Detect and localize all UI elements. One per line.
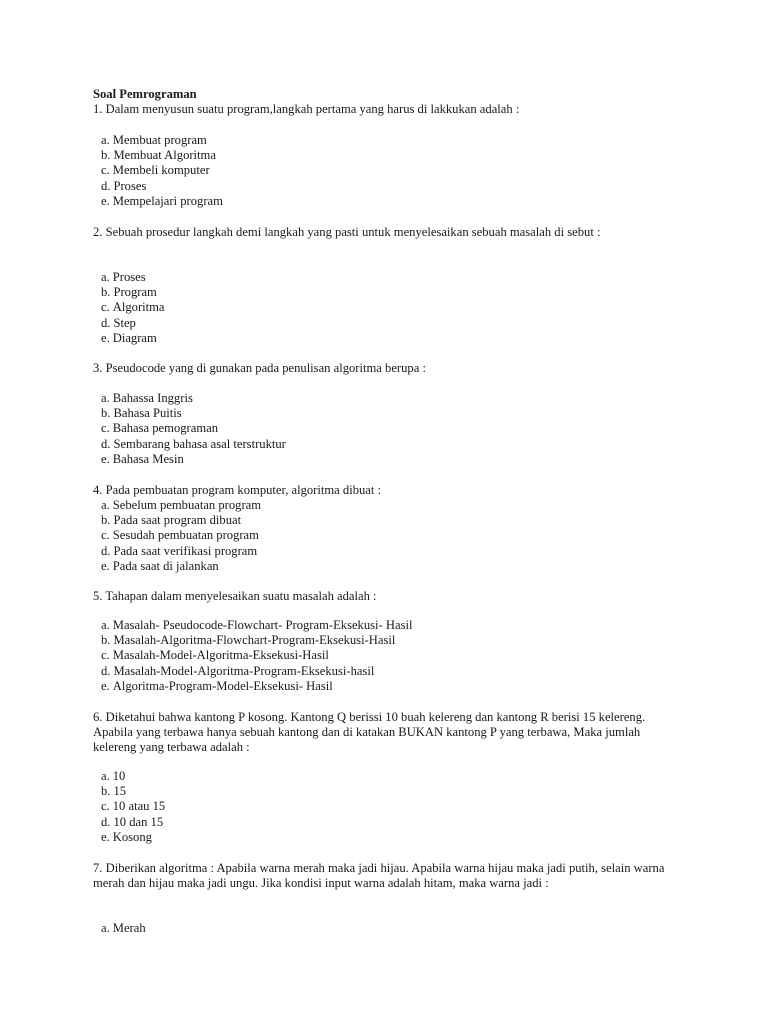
option: d. Pada saat verifikasi program: [101, 543, 258, 558]
option: c. Masalah-Model-Algoritma-Eksekusi-Hasil: [101, 648, 329, 663]
document-title: Soal Pemrograman: [93, 87, 197, 101]
option: a. 10: [101, 769, 126, 783]
option: a. Masalah- Pseudocode-Flowchart- Program-Eksekusi- Hasil: [101, 618, 413, 632]
question-4: 4. Pada pembuatan program komputer, algoritma dibuat :: [93, 483, 382, 497]
question-6: 6. Diketahui bahwa kantong P kosong. Kantong Q berissi 10 buah kelereng dan kantong R berisi 15 kelereng. Apabila yang terbawa hanya sebuah kantong dan di katakan BUKAN kantong P yang terbawa, Maka jumlah kelereng yang terbawa adalah :: [93, 710, 646, 755]
option: a. Membuat program: [101, 133, 207, 147]
option: a. Merah: [101, 921, 146, 935]
question-6-options: [101, 769, 165, 845]
option: c. Sesudah pembuatan program: [101, 528, 259, 543]
option: b. Program: [101, 285, 157, 300]
question-3: 3. Pseudocode yang di gunakan pada penulisan algoritma berupa :: [93, 361, 426, 375]
question-7: 7. Diberikan algoritma : Apabila warna merah maka jadi hijau. Apabila warna hijau maka jadi putih, selain warna merah dan hijau maka jadi ungu. Jika kondisi input warna adalah hitam, maka warna jadi :: [93, 861, 665, 891]
option: d. Sembarang bahasa asal terstruktur: [101, 436, 286, 451]
question-3-options: [101, 391, 286, 467]
question-5-options: [101, 618, 412, 694]
option: e. Pada saat di jalankan: [101, 558, 219, 573]
question-1-options: [101, 133, 223, 209]
question-2: 2. Sebuah prosedur langkah demi langkah yang pasti untuk menyelesaikan sebuah masalah di sebut :: [93, 225, 601, 239]
option: c. Algoritma: [101, 300, 165, 315]
option: a. Sebelum pembuatan program: [101, 498, 262, 512]
option: c. Membeli komputer: [101, 163, 210, 178]
option: d. 10 dan 15: [101, 814, 164, 829]
option: a. Proses: [101, 270, 146, 284]
question-5: 5. Tahapan dalam menyelesaikan suatu masalah adalah :: [93, 589, 377, 603]
option: b. Bahasa Puitis: [101, 406, 182, 421]
question-2-options: [101, 270, 165, 346]
question-4-options: [101, 498, 261, 574]
option: b. Masalah-Algoritma-Flowchart-Program-Eksekusi-Hasil: [101, 633, 396, 648]
option: e. Bahasa Mesin: [101, 451, 184, 466]
option: d. Masalah-Model-Algoritma-Program-Eksekusi-hasil: [101, 663, 375, 678]
option: b. Pada saat program dibuat: [101, 513, 242, 528]
option: a. Bahassa Inggris: [101, 391, 193, 405]
question-1: 1. Dalam menyusun suatu program,langkah pertama yang harus di lakkukan adalah :: [93, 102, 520, 116]
option: b. Membuat Algoritma: [101, 148, 216, 163]
option: c. Bahasa pemograman: [101, 421, 219, 436]
option: e. Mempelajari program: [101, 193, 223, 208]
question-7-options: [101, 921, 146, 936]
option: b. 15: [101, 784, 127, 799]
option: e. Diagram: [101, 330, 157, 345]
option: e. Algoritma-Program-Model-Eksekusi- Hasil: [101, 678, 333, 693]
option: c. 10 atau 15: [101, 799, 166, 814]
option: d. Step: [101, 315, 136, 330]
option: e. Kosong: [101, 829, 152, 844]
option: d. Proses: [101, 178, 147, 193]
